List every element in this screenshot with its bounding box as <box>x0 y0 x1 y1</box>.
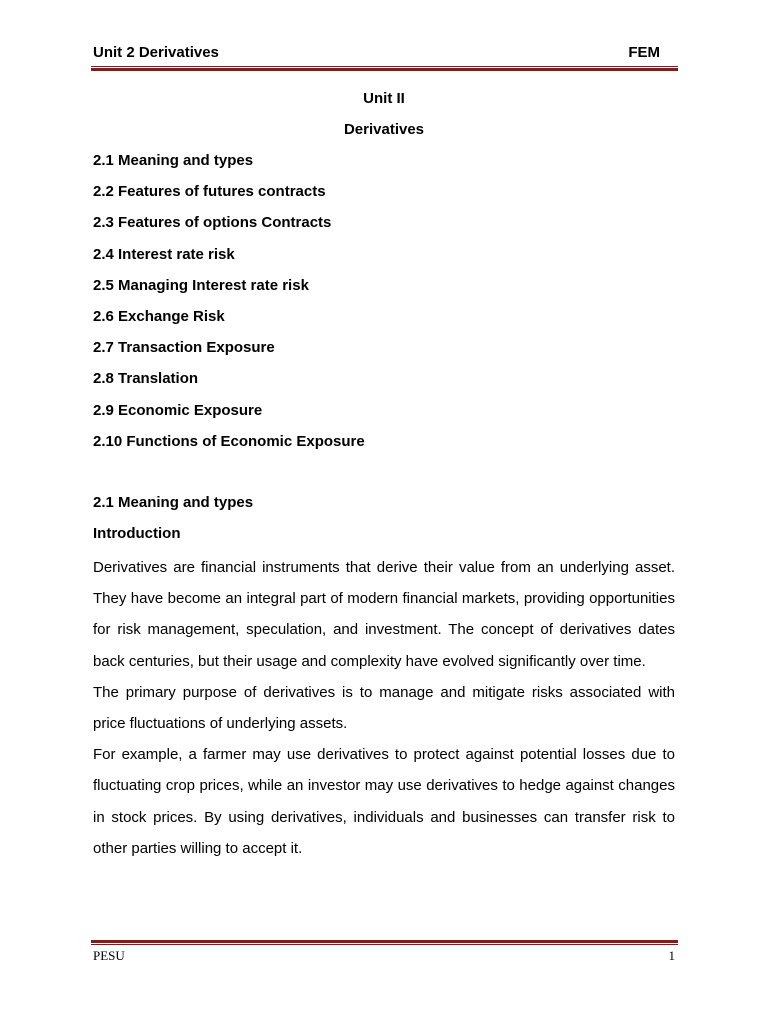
toc-item: 2.2 Features of futures contracts <box>93 183 326 201</box>
header-rule <box>91 66 678 72</box>
toc-item: 2.9 Economic Exposure <box>93 401 263 419</box>
footer-rule <box>91 940 678 946</box>
header-rule-thick <box>91 68 678 71</box>
section-body <box>93 552 675 864</box>
table-of-contents <box>93 152 365 464</box>
unit-title: Unit II <box>363 90 405 107</box>
footer-institution: PESU <box>93 948 125 963</box>
toc-item: 2.10 Functions of Economic Exposure <box>93 432 365 450</box>
footer-rule-thick <box>91 940 678 943</box>
subject-title: Derivatives <box>343 121 425 138</box>
header-rule-thin <box>91 66 678 67</box>
toc-item: 2.7 Transaction Exposure <box>93 339 275 357</box>
header-right-label: FEM <box>628 44 660 61</box>
toc-item: 2.1 Meaning and types <box>93 152 254 169</box>
body-paragraph: For example, a farmer may use derivatives to protect against potential losses due to fluctuating crop prices, while an investor may use derivatives to hedge against changes in stock prices. By using derivatives, individuals and businesses can transfer risk to other parties willing to accept it. <box>93 746 675 857</box>
header-left-title: Unit 2 Derivatives <box>93 44 219 61</box>
body-paragraph: The primary purpose of derivatives is to manage and mitigate risks associated with price fluctuations of underlying assets. <box>93 683 675 733</box>
toc-item: 2.6 Exchange Risk <box>93 307 225 325</box>
section-subheading: Introduction <box>93 525 181 542</box>
toc-item: 2.3 Features of options Contracts <box>93 214 332 232</box>
section-heading: 2.1 Meaning and types <box>93 494 254 511</box>
page-header <box>93 44 660 64</box>
toc-item: 2.5 Managing Interest rate risk <box>93 276 309 294</box>
footer-rule-thin <box>91 944 678 945</box>
toc-item: 2.4 Interest rate risk <box>93 245 235 263</box>
toc-item: 2.8 Translation <box>93 370 199 388</box>
page-number: 1 <box>668 948 675 963</box>
body-paragraph: Derivatives are financial instruments that derive their value from an underlying asset. They have become an integral part of modern financial markets, providing opportunities for risk management, speculation, and investment. The concept of derivatives dates back centuries, but their usage and complexity have evolved significantly over time. <box>93 559 675 670</box>
